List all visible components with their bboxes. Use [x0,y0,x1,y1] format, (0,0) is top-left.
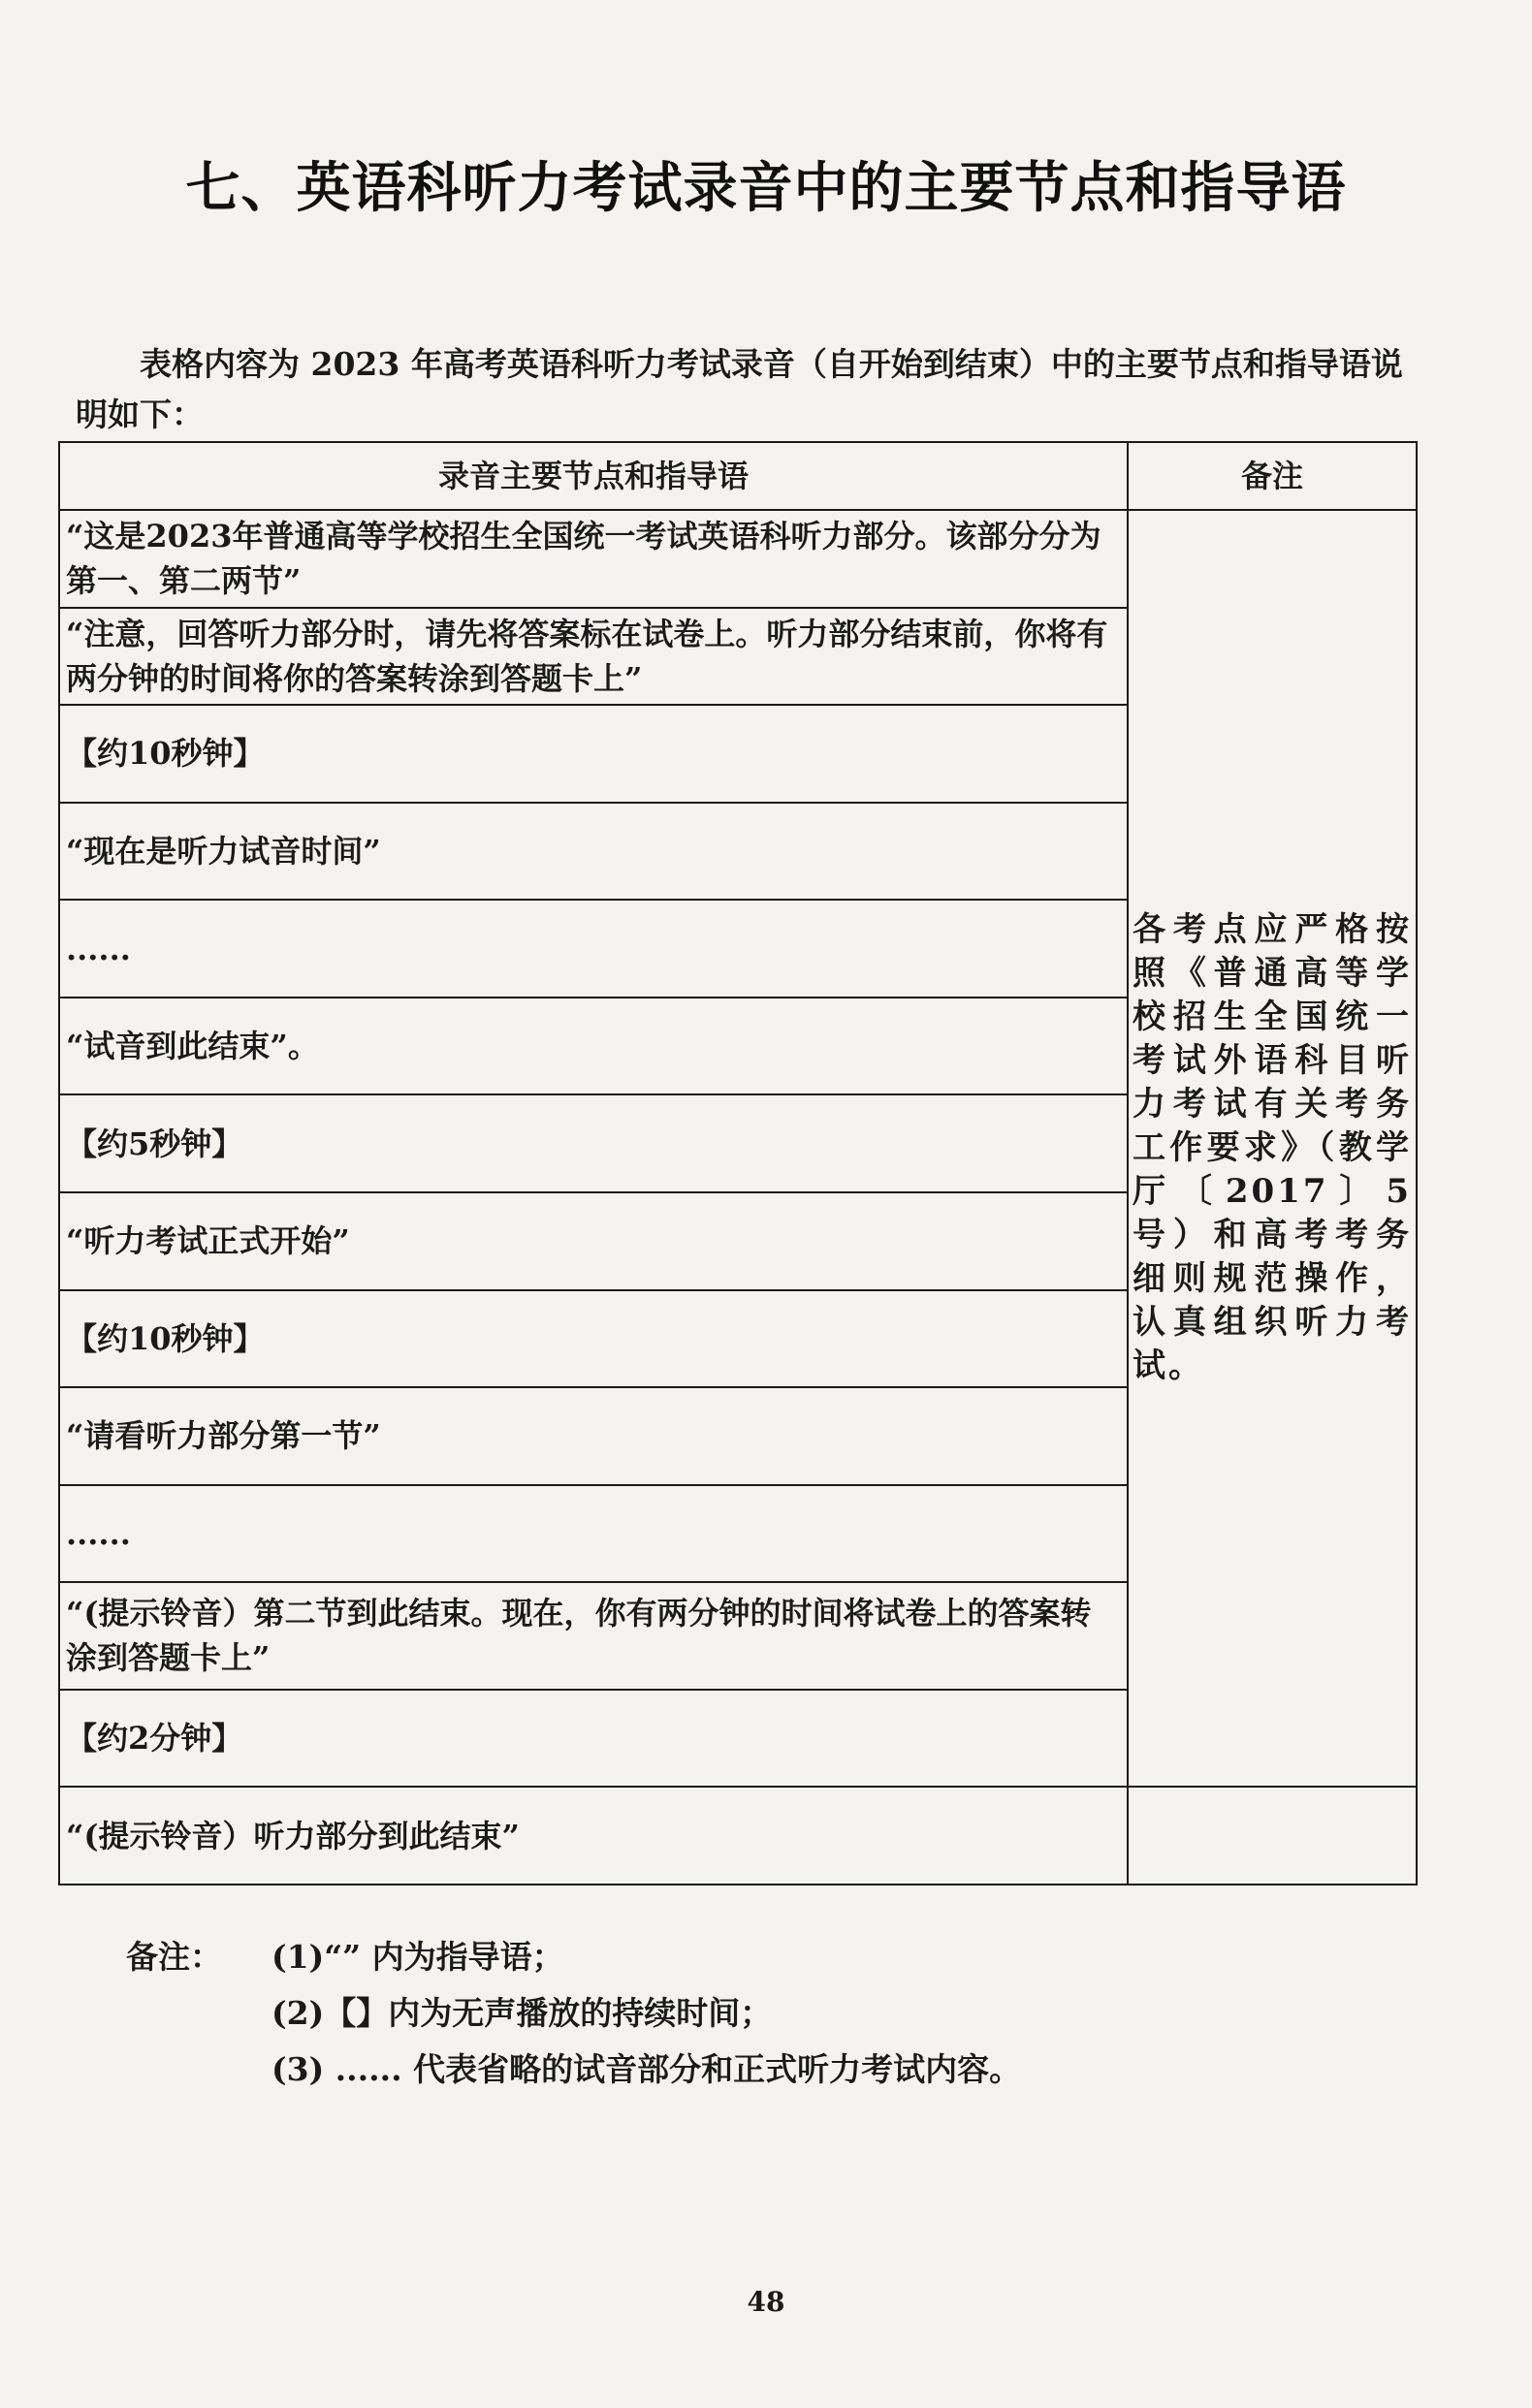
intro-paragraph: 表格内容为 2023 年高考英语科听力考试录音（自开始到结束）中的主要节点和指导语说明如下： [76,345,1403,433]
remark-spacer [126,2042,271,2098]
page-number: 48 [747,2286,785,2318]
table-cell: 【约5秒钟】 [59,1094,1128,1192]
remark-row [126,1985,1021,2042]
table-row [59,510,1417,608]
empty-note-cell [1128,1787,1417,1885]
note-cell: 各考点应严格按照《普通高等学校招生全国统一考试外语科目听力考试有关考务工作要求》（教学厅〔2017〕5号）和高考考务细则规范操作，认真组织听力考试。 [1128,510,1417,1787]
table-cell: 【约10秒钟】 [59,1290,1128,1388]
table-cell: “听力考试正式开始” [59,1192,1128,1290]
remark-row [126,1929,1021,1985]
header-nodes: 录音主要节点和指导语 [59,442,1128,510]
table-cell: “(提示铃音）听力部分到此结束” [59,1787,1128,1885]
table-cell: “注意，回答听力部分时，请先将答案标在试卷上。听力部分结束前，你将有两分钟的时间将你的答案转涂到答题卡上” [59,608,1128,706]
table-row [59,1787,1417,1885]
table-cell: 【约2分钟】 [59,1690,1128,1788]
table-cell: “现在是听力试音时间” [59,803,1128,901]
remark-spacer [126,1985,271,2042]
header-note: 备注 [1128,442,1417,510]
table-cell: “这是2023年普通高等学校招生全国统一考试英语科听力部分。该部分分为第一、第二两节” [59,510,1128,608]
table-cell: 【约10秒钟】 [59,705,1128,803]
remark-item: (2)【】内为无声播放的持续时间； [271,1994,773,2032]
table-header-row [59,442,1417,510]
remark-row [126,2042,1021,2098]
remarks-label: 备注： [126,1938,222,1976]
remarks [126,1929,1021,2098]
remark-item: (1)“” 内为指导语； [271,1938,564,1976]
table-cell: “试音到此结束”。 [59,998,1128,1095]
remark-item: (3) ...... 代表省略的试音部分和正式听力考试内容。 [271,2050,1022,2088]
nodes-table [58,441,1418,1885]
table-cell: “请看听力部分第一节” [59,1387,1128,1485]
table-cell: ...... [59,1485,1128,1583]
page-title: 七、英语科听力考试录音中的主要节点和指导语 [185,157,1347,220]
table-cell: “(提示铃音）第二节到此结束。现在，你有两分钟的时间将试卷上的答案转涂到答题卡上” [59,1582,1128,1690]
table-cell: ...... [59,900,1128,998]
